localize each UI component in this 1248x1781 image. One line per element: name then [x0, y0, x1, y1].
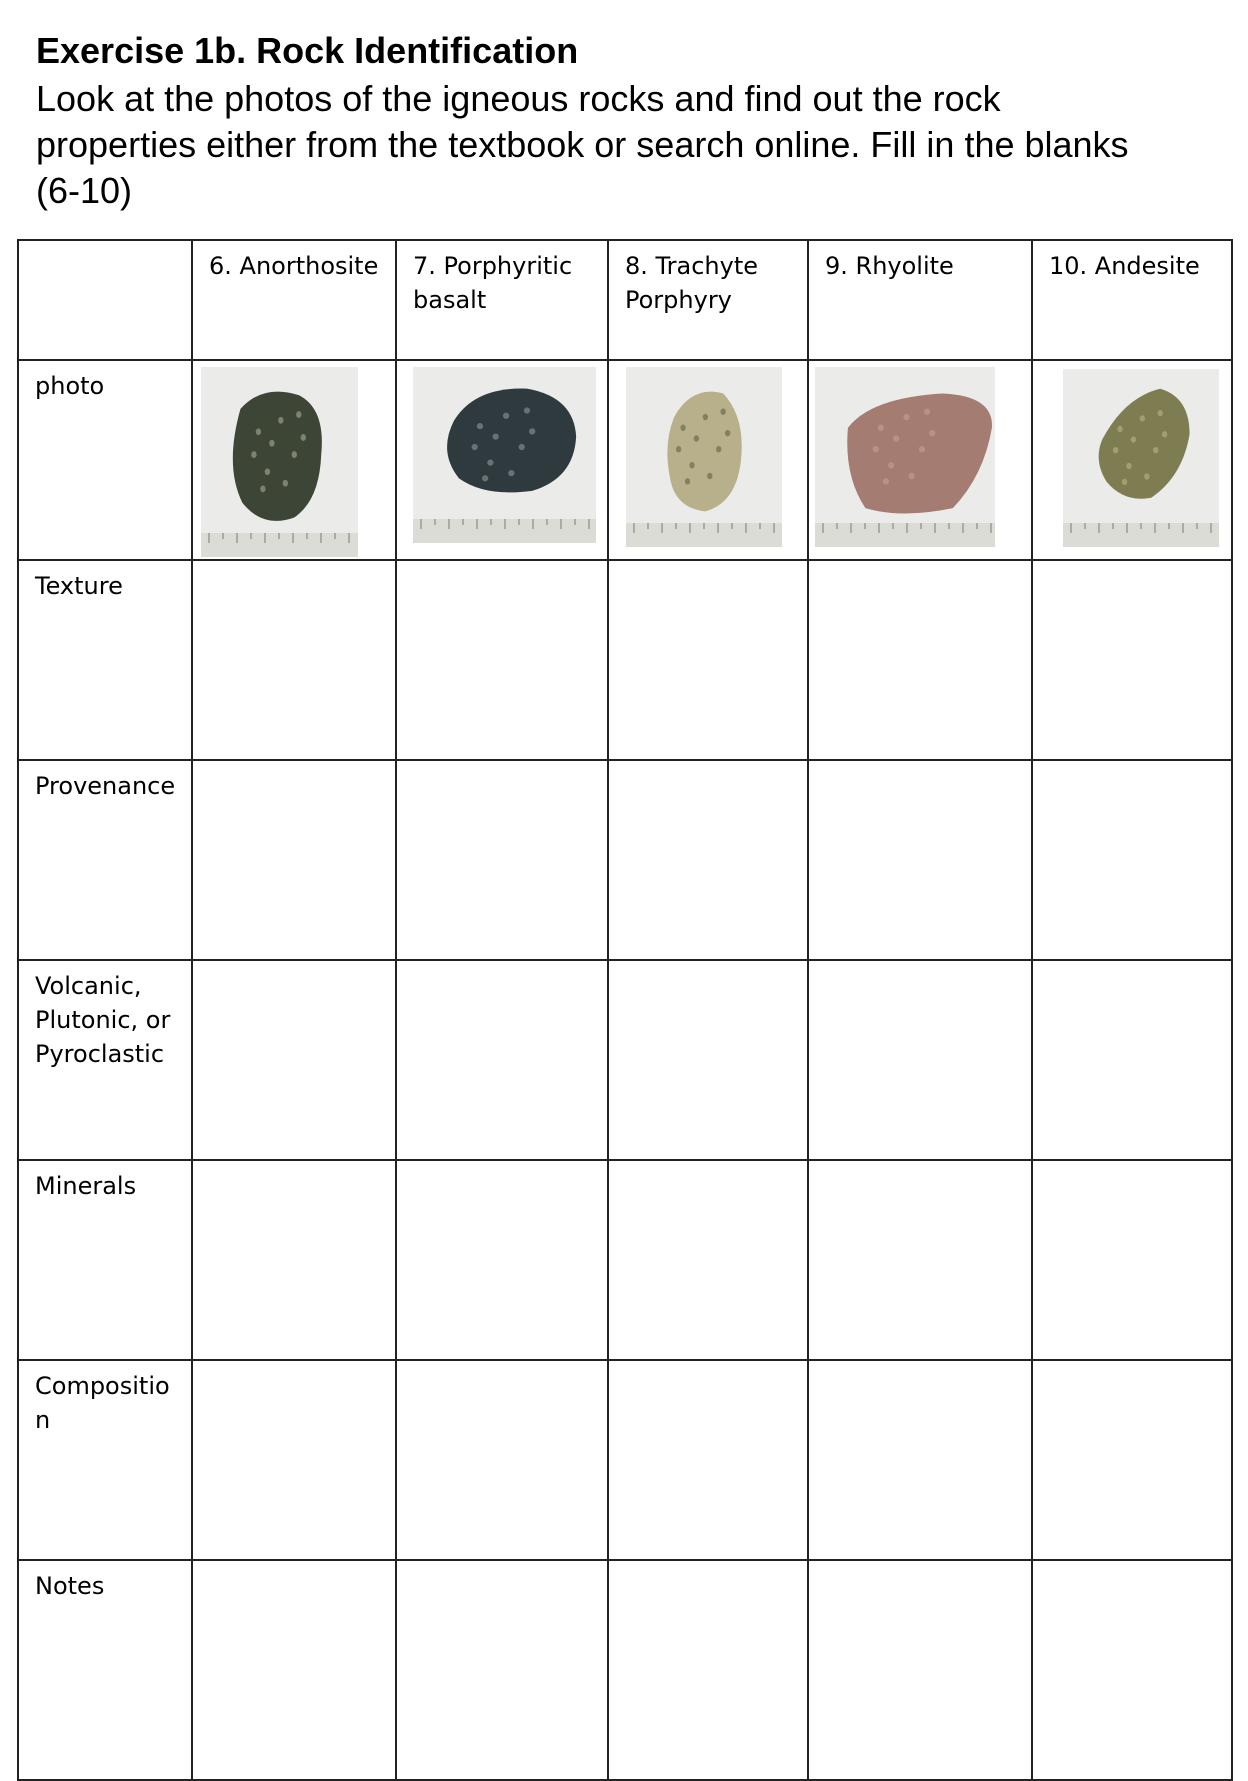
- rock-speck: [492, 433, 498, 439]
- rhyolite-rock-photo: [815, 367, 995, 547]
- answer-cell[interactable]: [608, 960, 808, 1160]
- andesite-rock-photo: [1063, 369, 1219, 547]
- table-row-minerals: [18, 1160, 1232, 1360]
- table-row-notes: [18, 1560, 1232, 1780]
- answer-cell[interactable]: [192, 1360, 396, 1560]
- answer-cell[interactable]: [608, 760, 808, 960]
- photo-cell-rhyolite: [808, 360, 1032, 560]
- rock-speck: [883, 478, 889, 484]
- rock-speck: [477, 423, 483, 429]
- table-row-volcanic-plutonic-pyroclastic: [18, 960, 1232, 1160]
- corner-cell: [18, 240, 192, 360]
- answer-cell[interactable]: [808, 560, 1032, 760]
- answer-cell[interactable]: [192, 1560, 396, 1780]
- rock-speck: [269, 440, 274, 447]
- column-header-rhyolite: 9. Rhyolite: [808, 240, 1032, 360]
- rock-speck: [903, 414, 909, 420]
- table-header-row: [18, 240, 1232, 360]
- rock-speck: [924, 408, 930, 414]
- rock-speck: [1113, 447, 1118, 453]
- rock-speck: [472, 444, 478, 450]
- answer-cell[interactable]: [396, 760, 608, 960]
- column-header-porphyritic-basalt: 7. Porphyritic basalt: [396, 240, 608, 360]
- rock-speck: [878, 425, 884, 431]
- column-header-anorthosite: 6. Anorthosite: [192, 240, 396, 360]
- table-row-provenance: [18, 760, 1232, 960]
- answer-cell[interactable]: [396, 1360, 608, 1560]
- rock-identification-table: [17, 239, 1233, 1781]
- rock-speck: [524, 407, 530, 413]
- instructions-line-1: Look at the photos of the igneous rocks and find out the rock: [36, 78, 1001, 119]
- rock-speck: [1122, 479, 1127, 485]
- answer-cell[interactable]: [396, 560, 608, 760]
- andesite-rock-photo-graphic: [1063, 369, 1219, 547]
- rock-speck: [689, 462, 694, 468]
- rock-speck: [707, 473, 712, 479]
- answer-cell[interactable]: [396, 1160, 608, 1360]
- answer-cell[interactable]: [808, 960, 1032, 1160]
- rock-body: [233, 392, 322, 521]
- row-label-photo: photo: [18, 360, 192, 560]
- answer-cell[interactable]: [608, 1560, 808, 1780]
- rock-speck: [676, 446, 681, 452]
- rock-speck: [296, 411, 301, 418]
- rock-speck: [278, 417, 283, 424]
- porphyritic-basalt-rock-photo: [413, 367, 596, 543]
- row-label-provenance: Provenance: [18, 760, 192, 960]
- rock-speck: [680, 425, 685, 431]
- answer-cell[interactable]: [396, 1560, 608, 1780]
- rock-speck: [260, 485, 265, 492]
- rock-body: [1099, 389, 1190, 499]
- trachyte-porphyry-rock-photo: [626, 367, 782, 547]
- row-label-notes: Notes: [18, 1560, 192, 1780]
- rock-speck: [487, 460, 493, 466]
- answer-cell[interactable]: [608, 1360, 808, 1560]
- photo-cell-andesite: [1032, 360, 1232, 560]
- rock-speck: [519, 444, 525, 450]
- rock-speck: [265, 468, 270, 475]
- row-label-texture: Texture: [18, 560, 192, 760]
- rock-body: [447, 389, 576, 493]
- rock-speck: [725, 430, 730, 436]
- answer-cell[interactable]: [1032, 560, 1232, 760]
- instructions-line-2: properties either from the textbook or search online. Fill in the blanks: [36, 124, 1129, 165]
- rock-speck: [685, 478, 690, 484]
- answer-cell[interactable]: [808, 1160, 1032, 1360]
- rock-speck: [929, 430, 935, 436]
- answer-cell[interactable]: [1032, 1560, 1232, 1780]
- rock-speck: [1153, 447, 1158, 453]
- rock-speck: [1126, 463, 1131, 469]
- answer-cell[interactable]: [192, 760, 396, 960]
- answer-cell[interactable]: [808, 1360, 1032, 1560]
- rock-speck: [251, 451, 256, 458]
- row-label-composition: Compositio n: [18, 1360, 192, 1560]
- rock-speck: [1131, 436, 1136, 442]
- rock-speck: [716, 446, 721, 452]
- answer-cell[interactable]: [808, 1560, 1032, 1780]
- answer-cell[interactable]: [192, 560, 396, 760]
- table-row-texture: [18, 560, 1232, 760]
- rock-speck: [919, 446, 925, 452]
- rock-speck: [256, 428, 261, 435]
- table-row-composition: [18, 1360, 1232, 1560]
- anorthosite-rock-photo: [201, 367, 358, 557]
- rock-speck: [893, 435, 899, 441]
- rock-speck: [482, 475, 488, 481]
- anorthosite-rock-photo-graphic: [201, 367, 358, 557]
- row-label-minerals: Minerals: [18, 1160, 192, 1360]
- row-label-volcanic-plutonic-pyroclastic: Volcanic, Plutonic, or Pyroclastic: [18, 960, 192, 1160]
- rock-speck: [1117, 426, 1122, 432]
- rock-speck: [1140, 415, 1145, 421]
- rock-speck: [283, 480, 288, 487]
- answer-cell[interactable]: [396, 960, 608, 1160]
- rock-speck: [503, 413, 509, 419]
- table-row-photo: [18, 360, 1232, 560]
- rock-speck: [301, 434, 306, 441]
- answer-cell[interactable]: [192, 1160, 396, 1360]
- answer-cell[interactable]: [1032, 1360, 1232, 1560]
- column-header-andesite: 10. Andesite: [1032, 240, 1232, 360]
- rock-speck: [292, 451, 297, 458]
- rhyolite-rock-photo-graphic: [815, 367, 995, 547]
- rock-body: [847, 393, 992, 513]
- rock-speck: [888, 462, 894, 468]
- photo-cell-porphyritic-basalt: [396, 360, 608, 560]
- photo-cell-anorthosite: [192, 360, 396, 560]
- column-header-trachyte-porphyry: 8. Trachyte Porphyry: [608, 240, 808, 360]
- rock-speck: [720, 408, 725, 414]
- rock-speck: [909, 473, 915, 479]
- answer-cell[interactable]: [608, 560, 808, 760]
- trachyte-porphyry-rock-photo-graphic: [626, 367, 782, 547]
- answer-cell[interactable]: [1032, 960, 1232, 1160]
- worksheet-header: [36, 26, 1226, 214]
- instructions-line-3: (6-10): [36, 170, 133, 211]
- answer-cell[interactable]: [1032, 1160, 1232, 1360]
- answer-cell[interactable]: [608, 1160, 808, 1360]
- rock-speck: [529, 428, 535, 434]
- answer-cell[interactable]: [808, 760, 1032, 960]
- exercise-title: Exercise 1b. Rock Identification: [36, 30, 579, 71]
- answer-cell[interactable]: [192, 960, 396, 1160]
- answer-cell[interactable]: [1032, 760, 1232, 960]
- ruler-strip: [815, 523, 995, 547]
- rock-speck: [873, 446, 879, 452]
- rock-speck: [703, 414, 708, 420]
- rock-speck: [694, 435, 699, 441]
- photo-cell-trachyte-porphyry: [608, 360, 808, 560]
- rock-speck: [1144, 473, 1149, 479]
- porphyritic-basalt-rock-photo-graphic: [413, 367, 596, 543]
- rock-speck: [1162, 431, 1167, 437]
- rock-speck: [508, 470, 514, 476]
- rock-speck: [1157, 410, 1162, 416]
